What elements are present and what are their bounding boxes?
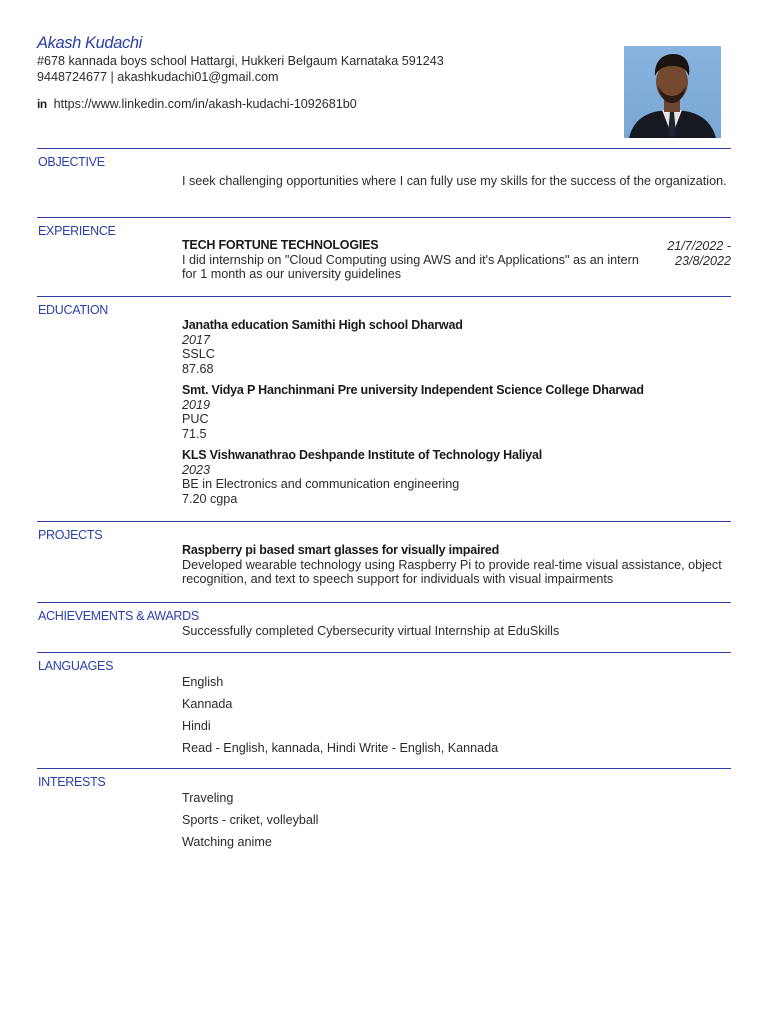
experience-company: TECH FORTUNE TECHNOLOGIES xyxy=(182,238,379,252)
section-interests xyxy=(37,768,731,869)
education-school: Smt. Vidya P Hanchinmani Pre university Independent Science College Dharwad xyxy=(182,383,644,397)
interest-item: Sports - criket, volleyball xyxy=(182,813,319,827)
linkedin-url[interactable]: https://www.linkedin.com/in/akash-kudachi-1092681b0 xyxy=(53,97,357,111)
education-entry xyxy=(182,448,731,506)
languages-list xyxy=(182,671,731,759)
education-year: 2017 xyxy=(182,332,211,347)
interests-list xyxy=(182,787,731,853)
section-experience xyxy=(37,217,731,297)
education-score: 71.5 xyxy=(182,426,207,441)
interest-item: Watching anime xyxy=(182,835,272,849)
interest-item: Traveling xyxy=(182,791,234,805)
project-description: Developed wearable technology using Raspberry Pi to provide real-time visual assistance, object recognition, and text to speech support for individuals with visual impairments xyxy=(182,557,722,586)
education-year: 2019 xyxy=(182,397,211,412)
section-title-objective: OBJECTIVE xyxy=(38,155,105,169)
section-title-languages: LANGUAGES xyxy=(38,659,114,673)
section-projects xyxy=(37,521,731,603)
linkedin-icon: in xyxy=(37,97,47,111)
education-score: 7.20 cgpa xyxy=(182,491,238,506)
experience-entry xyxy=(182,238,647,282)
section-languages xyxy=(37,652,731,769)
section-title-experience: EXPERIENCE xyxy=(38,224,116,238)
project-title: Raspberry pi based smart glasses for visually impaired xyxy=(182,543,500,557)
section-title-interests: INTERESTS xyxy=(38,775,106,789)
education-degree: PUC xyxy=(182,412,209,426)
section-title-education: EDUCATION xyxy=(38,303,108,317)
achievement-text: Successfully completed Cybersecurity virtual Internship at EduSkills xyxy=(182,624,560,638)
language-item: English xyxy=(182,675,224,689)
education-degree: SSLC xyxy=(182,347,215,361)
experience-dates xyxy=(667,239,731,268)
section-objective xyxy=(37,148,731,218)
section-title-projects: PROJECTS xyxy=(38,528,103,542)
education-score: 87.68 xyxy=(182,361,214,376)
objective-text: I seek challenging opportunities where I can fully use my skills for the success of the organization. xyxy=(182,174,727,188)
section-achievements xyxy=(37,602,731,653)
education-entry xyxy=(182,318,731,376)
profile-photo xyxy=(624,46,721,138)
candidate-name: Akash Kudachi xyxy=(37,34,142,52)
phone-email-line: 9448724677 | akashkudachi01@gmail.com xyxy=(37,70,279,84)
person-photo-icon xyxy=(624,46,721,138)
education-year: 2023 xyxy=(182,462,211,477)
linkedin-row[interactable] xyxy=(37,96,357,112)
education-list xyxy=(182,318,731,513)
language-item: Read - English, kannada, Hindi Write - English, Kannada xyxy=(182,741,499,755)
experience-date-start: 21/7/2022 - xyxy=(667,239,731,253)
resume-header xyxy=(37,33,617,85)
language-item: Hindi xyxy=(182,719,211,733)
address-line: #678 kannada boys school Hattargi, Hukkeri Belgaum Karnataka 591243 xyxy=(37,54,444,68)
education-school: KLS Vishwanathrao Deshpande Institute of Technology Haliyal xyxy=(182,448,543,462)
education-degree: BE in Electronics and communication engineering xyxy=(182,477,460,491)
section-education xyxy=(37,296,731,522)
education-school: Janatha education Samithi High school Dharwad xyxy=(182,318,463,332)
language-item: Kannada xyxy=(182,697,233,711)
education-entry xyxy=(182,383,731,441)
experience-date-end: 23/8/2022 xyxy=(674,253,731,268)
experience-description: I did internship on "Cloud Computing using AWS and it's Applications" as an intern for 1 month as our university guidelines xyxy=(182,252,639,281)
section-title-achievements: ACHIEVEMENTS & AWARDS xyxy=(38,609,199,623)
project-entry xyxy=(182,543,731,587)
